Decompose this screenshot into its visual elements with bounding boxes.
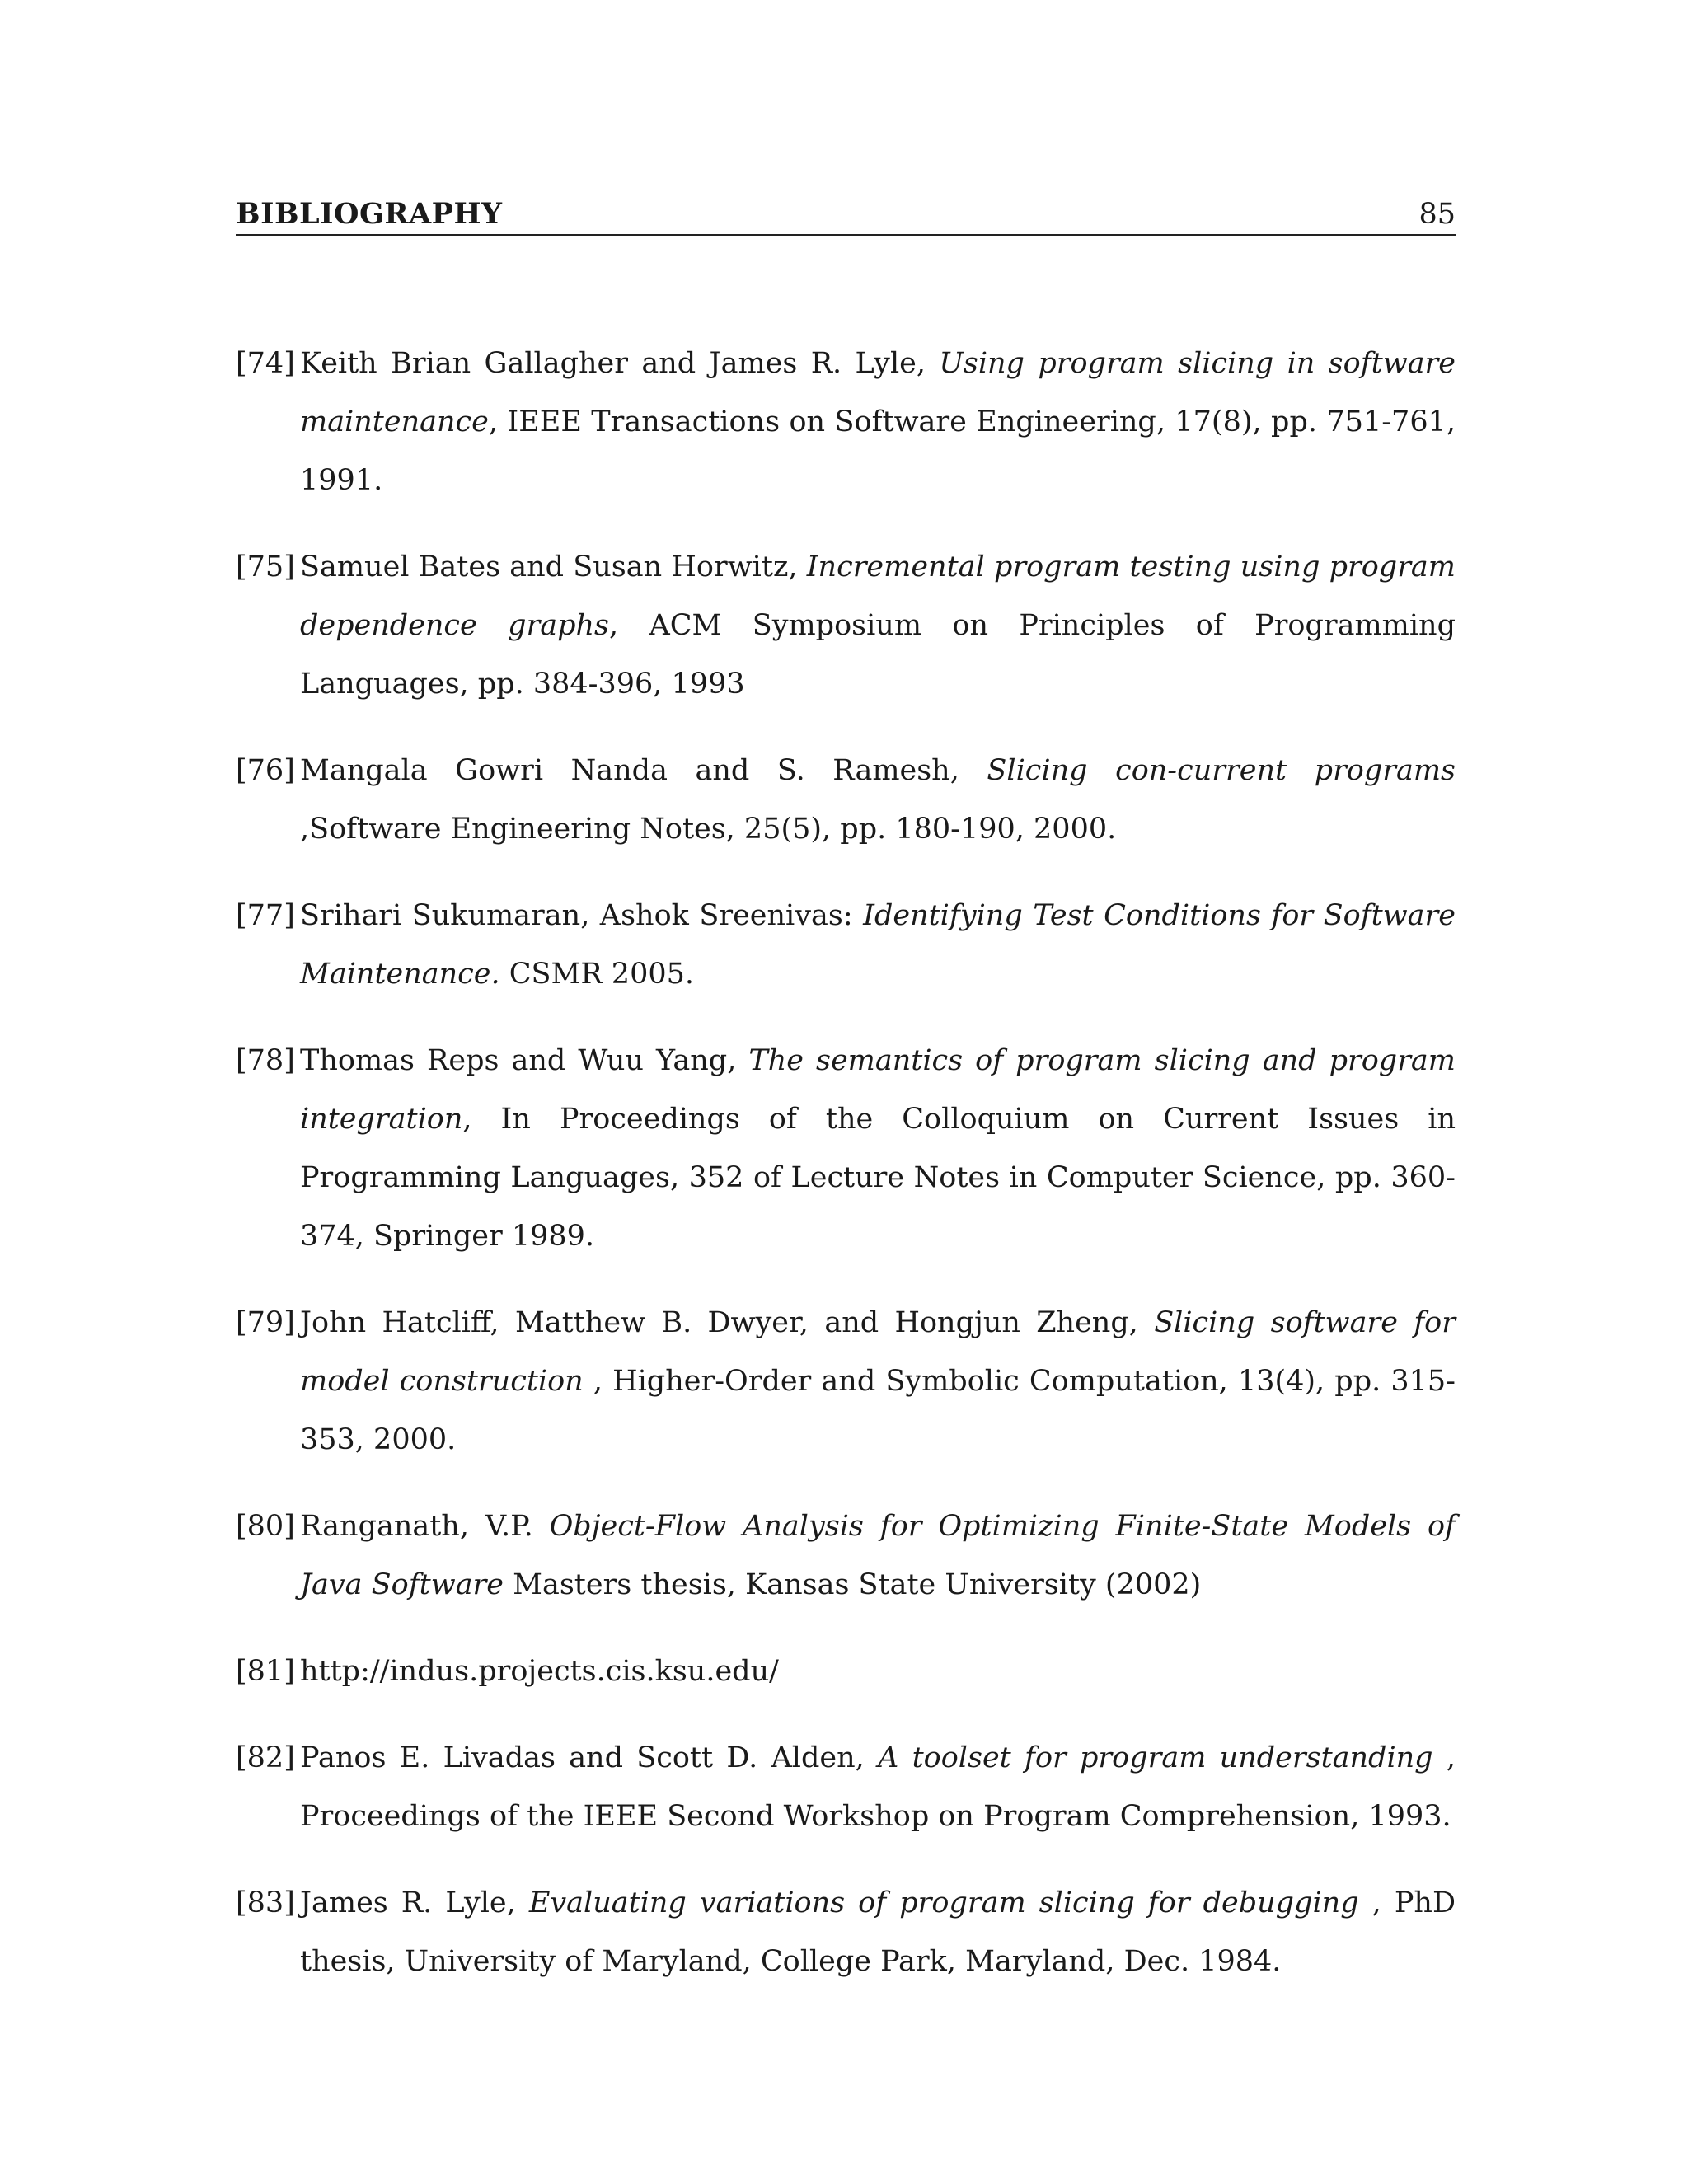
reference-text xyxy=(300,1729,1456,1846)
reference-item xyxy=(236,1294,1456,1469)
reference-number: [75] xyxy=(236,551,295,583)
reference-text xyxy=(300,538,1456,714)
reference-source: Masters thesis, Kansas State University (2002) xyxy=(504,1568,1202,1601)
reference-text xyxy=(300,1643,1456,1701)
reference-item xyxy=(236,1643,1456,1701)
reference-authors: James R. Lyle, xyxy=(300,1886,529,1919)
reference-authors: Thomas Reps and Wuu Yang, xyxy=(300,1044,749,1077)
reference-number: [77] xyxy=(236,899,295,932)
reference-authors: John Hatcliff, Matthew B. Dwyer, and Hongjun Zheng, xyxy=(300,1306,1155,1339)
reference-text xyxy=(300,1294,1456,1469)
reference-item xyxy=(236,538,1456,714)
reference-source: , Proceedings of the IEEE Second Workshop on Program Comprehension, 1993. xyxy=(300,1741,1456,1833)
reference-title: The semantics of program slicing and program integration xyxy=(300,1044,1456,1136)
reference-number: [82] xyxy=(236,1741,295,1774)
reference-source: CSMR 2005. xyxy=(499,958,695,991)
reference-item xyxy=(236,1497,1456,1615)
reference-text xyxy=(300,335,1456,510)
reference-number: [76] xyxy=(236,754,295,787)
reference-text xyxy=(300,742,1456,859)
reference-text xyxy=(300,1497,1456,1615)
reference-item xyxy=(236,742,1456,859)
reference-title: Incremental program testing using program dependence graphs xyxy=(300,551,1456,642)
reference-number: [80] xyxy=(236,1510,295,1543)
reference-source: , PhD thesis, University of Maryland, College Park, Maryland, Dec. 1984. xyxy=(300,1886,1456,1978)
reference-source: , ACM Symposium on Principles of Programming Languages, pp. 384-396, 1993 xyxy=(300,609,1456,701)
reference-source: ,Software Engineering Notes, 25(5), pp. 180-190, 2000. xyxy=(300,813,1117,846)
reference-title: Slicing con-current programs xyxy=(987,754,1456,787)
reference-title: A toolset for program understanding xyxy=(878,1741,1433,1774)
reference-authors: Srihari Sukumaran, Ashok Sreenivas: xyxy=(300,899,864,932)
header-title: BIBLIOGRAPHY xyxy=(236,197,503,231)
reference-title: Evaluating variations of program slicing for debugging xyxy=(528,1886,1359,1919)
reference-title: Identifying Test Conditions for Software Maintenance. xyxy=(300,899,1456,991)
reference-item xyxy=(236,1729,1456,1846)
reference-authors: Ranganath, V.P. xyxy=(300,1510,550,1543)
reference-list xyxy=(236,335,1456,2019)
reference-number: [78] xyxy=(236,1044,295,1077)
reference-item xyxy=(236,1032,1456,1266)
reference-text xyxy=(300,887,1456,1004)
reference-text xyxy=(300,1874,1456,1991)
reference-item xyxy=(236,335,1456,510)
page-number: 85 xyxy=(1418,198,1456,231)
reference-number: [83] xyxy=(236,1886,295,1919)
reference-title: Object-Flow Analysis for Optimizing Finite-State Models of Java Software xyxy=(300,1510,1456,1601)
reference-title: Using program slicing in software maintenance xyxy=(300,347,1456,438)
reference-authors: Keith Brian Gallagher and James R. Lyle, xyxy=(300,347,940,380)
running-head xyxy=(236,198,1456,236)
reference-authors: Panos E. Livadas and Scott D. Alden, xyxy=(300,1741,879,1774)
reference-number: [81] xyxy=(236,1655,295,1688)
reference-authors: Samuel Bates and Susan Horwitz, xyxy=(300,551,807,583)
reference-text xyxy=(300,1032,1456,1266)
reference-source: , Higher-Order and Symbolic Computation, 13(4), pp. 315-353, 2000. xyxy=(300,1365,1456,1456)
reference-number: [74] xyxy=(236,347,295,380)
reference-source: , IEEE Transactions on Software Engineering, 17(8), pp. 751-761, 1991. xyxy=(300,405,1456,497)
reference-url[interactable]: http://indus.projects.cis.ksu.edu/ xyxy=(300,1655,779,1688)
reference-item xyxy=(236,1874,1456,1991)
reference-item xyxy=(236,887,1456,1004)
reference-number: [79] xyxy=(236,1306,295,1339)
reference-source: , In Proceedings of the Colloquium on Current Issues in Programming Languages, 352 of Lecture Notes in Computer Science, pp. 360-374, Springer 1989. xyxy=(300,1103,1456,1253)
reference-title: Slicing software for model construction xyxy=(300,1306,1456,1398)
reference-authors: Mangala Gowri Nanda and S. Ramesh, xyxy=(300,754,987,787)
